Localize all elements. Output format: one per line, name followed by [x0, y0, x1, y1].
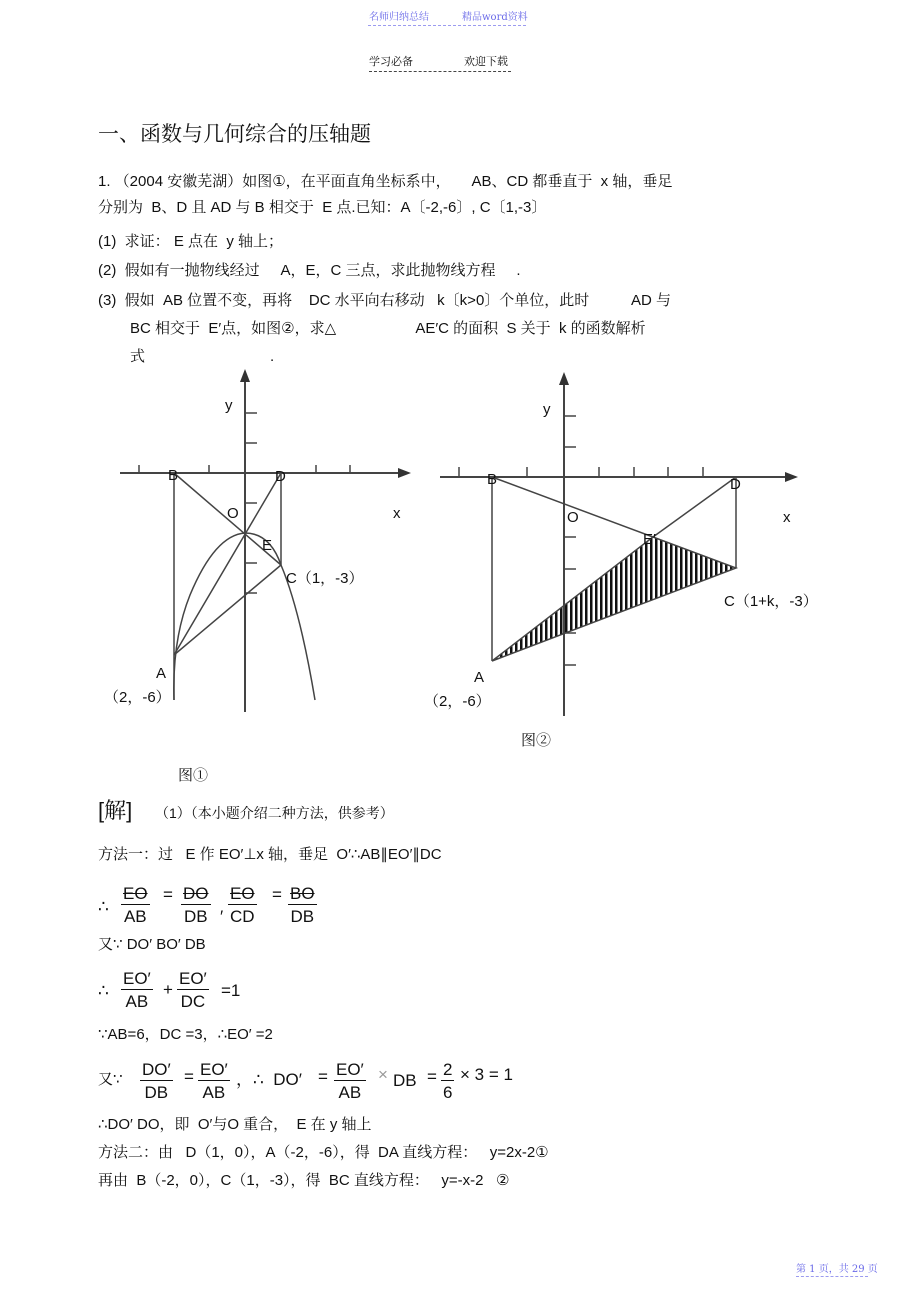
label-x: x [783, 509, 791, 526]
label-d: D [730, 476, 741, 493]
solution-text: ，∴ DO′ [236, 1070, 302, 1089]
equals: = [318, 1067, 328, 1086]
question-3-cont: 式 . [130, 348, 275, 365]
label-o: O [227, 505, 239, 522]
equals: = [272, 885, 282, 904]
fraction: $\frac{DO}{DB}$ [183, 884, 209, 926]
shaded-triangle-aec [492, 537, 736, 661]
solution-text: DB [393, 1071, 417, 1090]
figure-caption: 图① [178, 767, 209, 784]
fraction: $\frac{EO}{CD}$ [230, 884, 255, 926]
question-2: (2) 假如有一抛物线经过 A，E，C 三点，求此抛物线方程 . [98, 262, 521, 279]
page-title: 一、函数与几何综合的压轴题 [98, 123, 371, 146]
label-y: y [543, 401, 551, 418]
label-b: B [487, 471, 498, 488]
y-arrow [559, 372, 569, 385]
solution-line: ∵AB=6，DC =3，∴EO′ =2 [98, 1026, 273, 1043]
problem-line: 1. （2004 安徽芜湖）如图①，在平面直角坐标系中， AB、CD 都垂直于 x 轴，垂足 [98, 173, 673, 190]
footer-divider [796, 1276, 868, 1277]
fraction: $\frac{EO'}{AB}$ [200, 1060, 228, 1102]
fraction: $\frac{EO'}{AB}$ [123, 969, 151, 1011]
prime-mark: ′ [220, 907, 224, 926]
label-a: A [474, 669, 485, 686]
subheader-left: 学习必备 [369, 55, 413, 68]
header-right: 精品word资料 [462, 12, 528, 23]
x-arrow [785, 472, 798, 482]
equals: = [427, 1067, 437, 1086]
page-footer: 第 1 页，共 29 页 [796, 1264, 878, 1275]
solution-text: × 3 = 1 [460, 1065, 513, 1084]
figure-caption: 图② [521, 732, 552, 749]
method-2-cont: 再由 B（-2，0），C（1，-3），得 BC 直线方程： y=-x-2 ② [98, 1172, 510, 1189]
label-o: O [567, 509, 579, 526]
method-2: 方法二：由 D（1，0），A（-2，-6），得 DA 直线方程： y=2x-2① [98, 1144, 549, 1161]
method-1: 方法一：过 E 作 EO′⊥x 轴，垂足 O′∴AB∥EO′∥DC [98, 846, 442, 863]
fraction: $\frac{BO}{DB}$ [290, 884, 315, 926]
segment-be [492, 477, 653, 537]
problem-line: 分别为 B、D 且 AD 与 B 相交于 E 点.已知：A〔-2,-6〕, C〔1,-3〕 [98, 199, 547, 216]
subheader-right: 欢迎下载 [464, 55, 508, 68]
solution-heading: [解] [98, 798, 133, 823]
solution-line: ∴DO′ DO，即 O′与O 重合， E 在 y 轴上 [98, 1116, 372, 1133]
plus: + [163, 980, 173, 999]
label-x: x [393, 505, 401, 522]
label-c: C（1+k，-3） [724, 593, 818, 610]
label-e: E [262, 537, 273, 554]
header-left: 名师归纳总结 [369, 12, 429, 23]
segment-de [653, 477, 736, 537]
therefore-symbol: ∴ [98, 897, 109, 916]
fraction: $\frac{2}{6}$ [443, 1060, 453, 1102]
label-b: B [168, 467, 179, 484]
equals: = [184, 1067, 194, 1086]
label-c: C（1，-3） [286, 570, 364, 587]
label-a: A [156, 665, 167, 682]
fraction: $\frac{EO'}{AB}$ [336, 1060, 364, 1102]
fraction: $\frac{EO'}{DC}$ [179, 969, 207, 1011]
question-3: (3) 假如 AB 位置不变，再将 DC 水平向右移动 k〔k>0〕个单位，此时 AD 与 [98, 292, 671, 309]
label-e-prime: E′ [643, 531, 656, 548]
solution-line: 又∵ DO′ BO′ DB [98, 936, 206, 953]
equals-one: =1 [221, 981, 241, 1000]
fraction: $\frac{EO}{AB}$ [123, 884, 148, 926]
label-d: D [275, 468, 286, 485]
fraction: $\frac{DO'}{DB}$ [142, 1060, 171, 1102]
therefore-symbol: ∴ [98, 981, 109, 1000]
equals: = [163, 885, 173, 904]
question-1: (1) 求证： E 点在 y 轴上； [98, 233, 284, 250]
solution-note: （1）（本小题介绍二种方法，供参考） [155, 805, 394, 821]
times: × [378, 1065, 388, 1084]
label-a-coord: （2，-6） [424, 693, 491, 710]
question-3-cont: BC 相交于 E′点，如图②，求△ AE′C 的面积 S 关于 k 的函数解析 [130, 320, 646, 337]
solution-line: 又∵ [98, 1071, 123, 1088]
label-a-coord: （2，-6） [104, 689, 171, 706]
label-y: y [225, 397, 233, 414]
